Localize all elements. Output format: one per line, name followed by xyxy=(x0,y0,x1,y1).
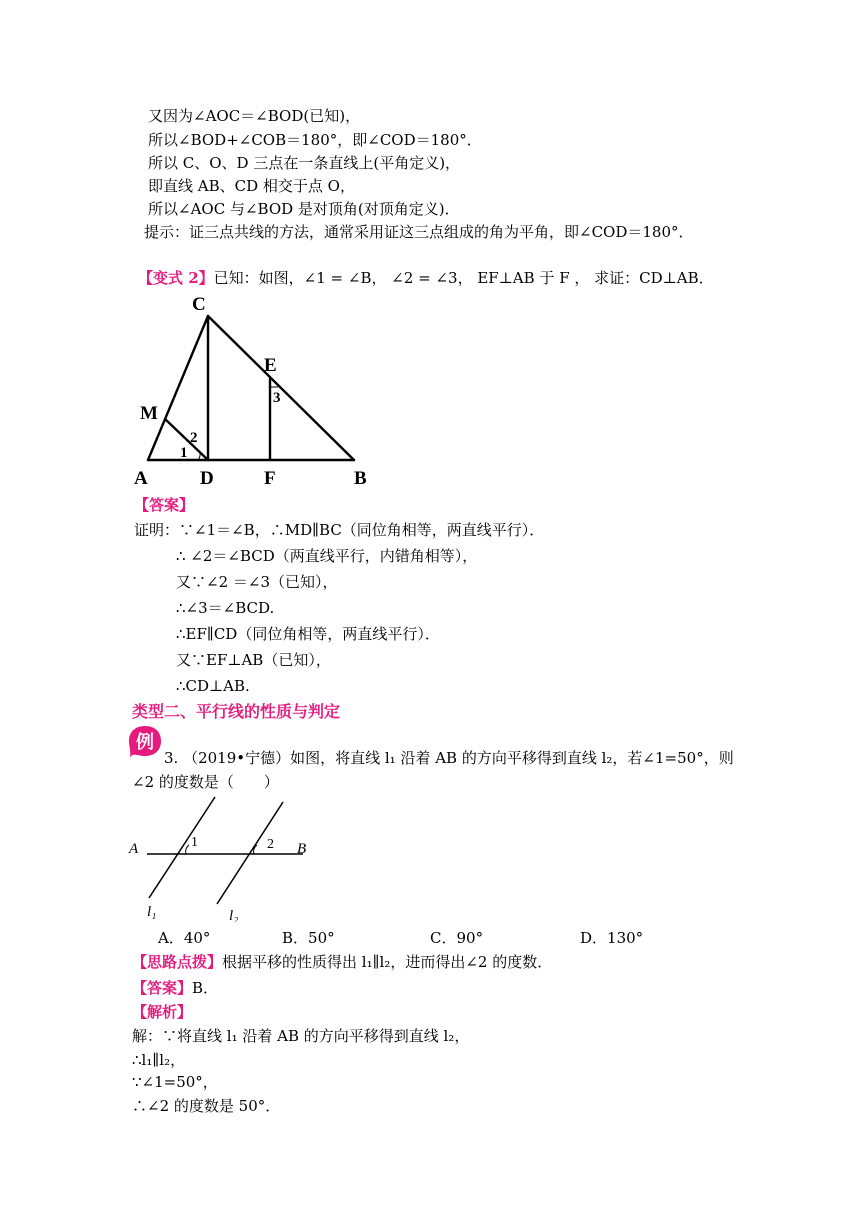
variant2-step-5: ∴EF∥CD（同位角相等，两直线平行）． xyxy=(176,625,440,643)
analysis-line-3: ∵∠1=50°， xyxy=(132,1073,218,1091)
label-line-A: A xyxy=(129,841,139,857)
label-B: B xyxy=(354,468,367,489)
example-badge-icon xyxy=(128,724,162,758)
answer-text: B． xyxy=(192,979,219,997)
example3-answer-line xyxy=(132,978,218,998)
label-A: A xyxy=(134,468,148,489)
proof-line-1: 又因为∠AOC＝∠BOD(已知)， xyxy=(148,107,361,125)
angle-1-label: 1 xyxy=(180,445,188,461)
analysis-line-4: ∴∠2 的度数是 50°． xyxy=(132,1097,281,1115)
angle-1-mark: 1 xyxy=(191,835,198,850)
variant2-step-4: ∴∠3＝∠BCD. xyxy=(176,599,275,617)
section-heading: 类型二、平行线的性质与判定 xyxy=(132,702,341,721)
option-c: C．90° xyxy=(430,929,484,947)
label-E: E xyxy=(264,355,277,376)
variant2-question-line xyxy=(138,268,714,288)
proof-line-5: 所以∠AOC 与∠BOD 是对顶角(对顶角定义)． xyxy=(148,200,460,218)
proof-line-2: 所以∠BOD+∠COB＝180°，即∠COD＝180°． xyxy=(148,131,482,149)
label-C: C xyxy=(192,294,206,315)
example3-question-line2: ∠2 的度数是（ ） xyxy=(132,773,279,791)
angle-2-label: 2 xyxy=(190,430,198,446)
variant2-answer-tag: 【答案】 xyxy=(134,496,195,514)
hint-tag: 【思路点拨】 xyxy=(132,953,223,971)
triangle-figure xyxy=(132,290,382,490)
option-a: A．40° xyxy=(158,929,211,947)
proof-hint: 提示：证三点共线的方法，通常采用证这三点组成的角为平角，即∠COD＝180°． xyxy=(144,223,694,241)
label-D: D xyxy=(200,468,214,489)
variant2-step-3: 又∵∠2 ＝∠3（已知）， xyxy=(176,573,338,591)
variant2-question: 已知：如图，∠1 = ∠B， ∠2 = ∠3， EF⊥AB 于 F ， 求证：CD⊥AB． xyxy=(213,269,714,287)
variant2-step-7: ∴CD⊥AB. xyxy=(176,677,250,695)
example3-question-line1: 3. （2019•宁德）如图，将直线 l₁ 沿着 AB 的方向平移得到直线 l₂，若∠1=50°，则 xyxy=(164,749,734,767)
variant2-step-6: 又∵EF⊥AB（已知）， xyxy=(176,651,331,669)
example-badge-text: 例 xyxy=(136,732,154,753)
variant2-step-1: 证明：∵∠1＝∠B，∴MD∥BC（同位角相等，两直线平行）． xyxy=(134,521,545,539)
example3-hint-line xyxy=(132,952,552,972)
label-l2: l₂ xyxy=(229,908,239,922)
option-b: B．50° xyxy=(282,929,335,947)
label-F: F xyxy=(264,468,276,489)
label-l1: l₁ xyxy=(147,904,157,920)
proof-line-3: 所以 C、O、D 三点在一条直线上(平角定义)， xyxy=(148,154,461,172)
analysis-tag: 【解析】 xyxy=(132,1003,193,1021)
label-M: M xyxy=(140,403,158,424)
variant2-tag: 【变式 2】 xyxy=(138,269,214,287)
option-d: D．130° xyxy=(580,929,644,947)
label-line-B: B xyxy=(297,841,307,857)
angle-2-mark: 2 xyxy=(267,837,274,852)
parallel-lines-figure xyxy=(125,792,325,922)
variant2-step-2: ∴ ∠2＝∠BCD（两直线平行，内错角相等）， xyxy=(176,547,478,565)
angle-3-label: 3 xyxy=(273,390,281,406)
analysis-line-1: 解：∵将直线 l₁ 沿着 AB 的方向平移得到直线 l₂， xyxy=(132,1027,470,1045)
proof-line-4: 即直线 AB、CD 相交于点 O， xyxy=(148,177,355,195)
answer-tag: 【答案】 xyxy=(132,979,193,997)
hint-text: 根据平移的性质得出 l₁∥l₂，进而得出∠2 的度数． xyxy=(222,953,553,971)
analysis-line-2: ∴l₁∥l₂， xyxy=(132,1051,186,1069)
